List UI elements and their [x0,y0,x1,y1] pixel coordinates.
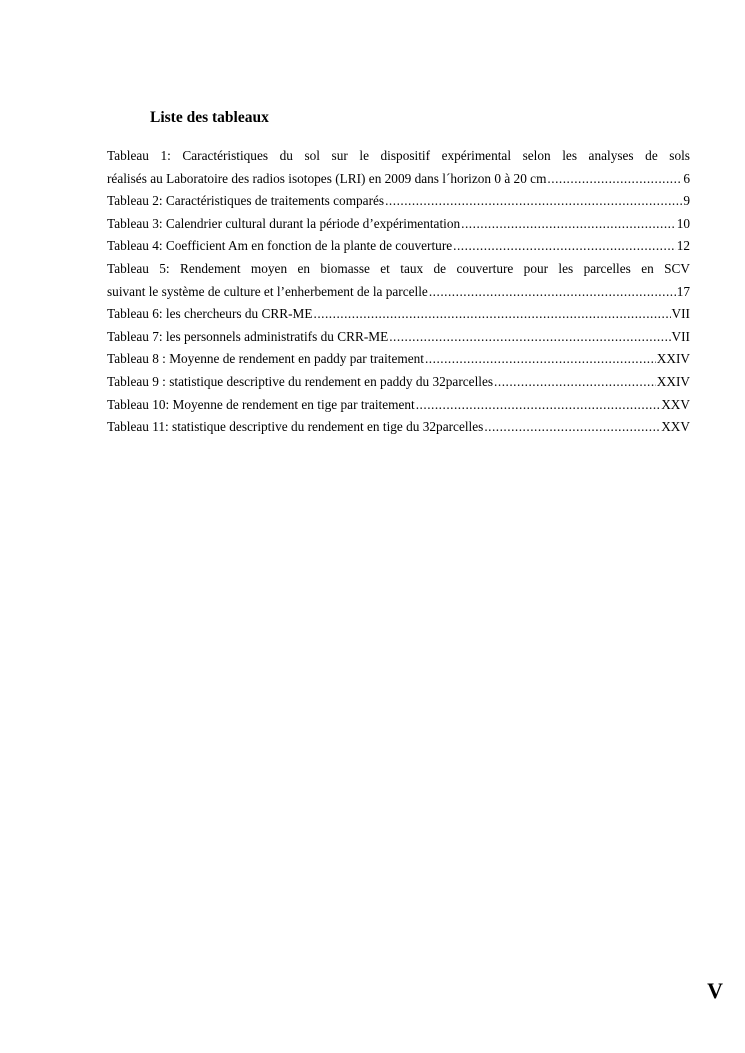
dot-leader [484,416,660,439]
dot-leader [453,235,676,258]
toc-entry-page: XXV [661,396,690,412]
toc-entry-text: Tableau 2: Caractéristiques de traitements comparés [107,193,385,209]
page-number: V [707,978,723,1003]
toc-entry-tableau-3[interactable] [107,213,690,236]
dot-leader [425,348,656,371]
dot-leader [547,168,682,191]
dot-leader [494,371,656,394]
toc-entry-page: XXV [661,419,690,435]
dot-leader [416,394,660,417]
toc-entry-tableau-5[interactable] [107,258,690,303]
dot-leader [314,303,671,326]
toc-entry-page: XXIV [656,351,690,367]
toc-entry-page: 9 [683,193,690,209]
toc-entry-text: Tableau 9 : statistique descriptive du rendement en paddy du 32parcelles [107,373,494,389]
toc-entry-page: VII [671,328,690,344]
toc-entry-tableau-4[interactable] [107,235,690,258]
toc-entry-page: 17 [676,283,690,299]
toc-entry-page: 6 [683,170,690,186]
dot-leader [429,281,676,304]
toc-entry-tableau-2[interactable] [107,190,690,213]
toc-entry-tableau-9[interactable] [107,371,690,394]
toc-entry-tableau-1[interactable] [107,145,690,190]
page-title: Liste des tableaux [150,109,269,126]
list-of-tables [107,145,690,439]
toc-entry-page: 10 [676,215,690,231]
toc-entry-text: Tableau 7: les personnels administratifs du CRR-ME [107,328,389,344]
toc-entry-tableau-7[interactable] [107,326,690,349]
dot-leader [389,326,670,349]
toc-entry-text: Tableau 11: statistique descriptive du rendement en tige du 32parcelles [107,419,484,435]
toc-entry-text: suivant le système de culture et l’enherbement de la parcelle [107,283,428,299]
toc-entry-tableau-10[interactable] [107,394,690,417]
toc-entry-page: XXIV [656,373,690,389]
toc-entry-tableau-8[interactable] [107,348,690,371]
toc-entry-text: Tableau 4: Coefficient Am en fonction de la plante de couverture [107,238,453,254]
toc-entry-text: Tableau 3: Calendrier cultural durant la période d’expérimentation [107,215,461,231]
dot-leader [461,213,676,236]
toc-entry-tableau-6[interactable] [107,303,690,326]
toc-entry-text-line-1: Tableau 1: Caractéristiques du sol sur le dispositif expérimental selon les analyses de sols [107,148,690,163]
toc-entry-text: Tableau 8 : Moyenne de rendement en paddy par traitement [107,351,424,367]
toc-entry-tableau-11[interactable] [107,416,690,439]
toc-entry-page: VII [671,306,690,322]
toc-entry-page: 12 [676,238,690,254]
toc-entry-text-line-1: Tableau 5: Rendement moyen en biomasse et taux de couverture pour les parcelles en SCV [107,260,690,276]
toc-entry-text: Tableau 6: les chercheurs du CRR-ME [107,306,313,322]
dot-leader [385,190,682,213]
toc-entry-text: réalisés au Laboratoire des radios isotopes (LRI) en 2009 dans l´horizon 0 à 20 cm [107,170,547,186]
toc-entry-text: Tableau 10: Moyenne de rendement en tige par traitement [107,396,415,412]
